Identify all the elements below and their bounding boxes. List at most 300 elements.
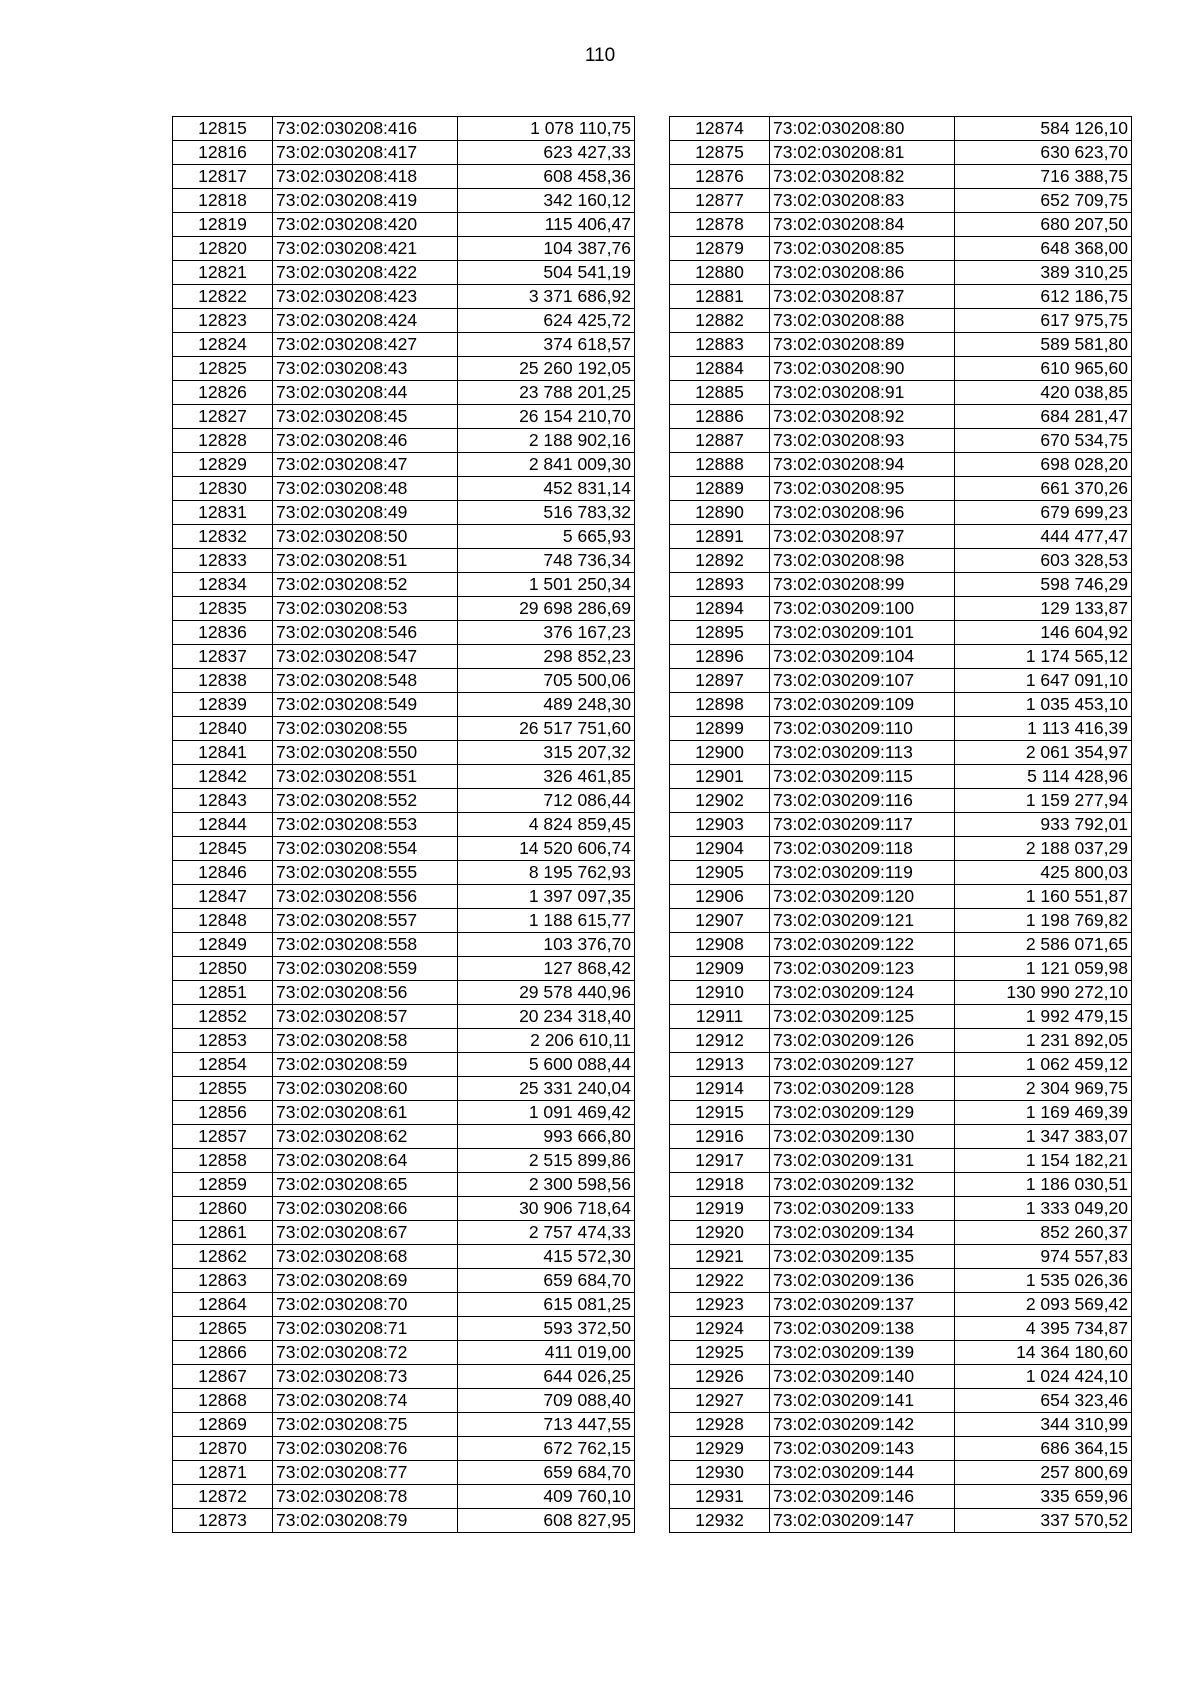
- cadastral-number-cell: 73:02:030209:127: [770, 1053, 955, 1077]
- cadastral-number-cell: 73:02:030208:89: [770, 333, 955, 357]
- row-number-cell: 12850: [173, 957, 273, 981]
- cadastral-number-cell: 73:02:030208:78: [273, 1485, 458, 1509]
- row-number-cell: 12826: [173, 381, 273, 405]
- value-cell: 713 447,55: [458, 1413, 635, 1437]
- table-row: [173, 501, 635, 525]
- table-row: [670, 693, 1132, 717]
- cadastral-number-cell: 73:02:030208:76: [273, 1437, 458, 1461]
- row-number-cell: 12927: [670, 1389, 770, 1413]
- cadastral-number-cell: 73:02:030208:82: [770, 165, 955, 189]
- table-row: [670, 309, 1132, 333]
- value-cell: 2 300 598,56: [458, 1173, 635, 1197]
- cadastral-number-cell: 73:02:030209:139: [770, 1341, 955, 1365]
- cadastral-number-cell: 73:02:030209:101: [770, 621, 955, 645]
- value-cell: 624 425,72: [458, 309, 635, 333]
- table-row: [670, 765, 1132, 789]
- value-cell: 1 169 469,39: [955, 1101, 1132, 1125]
- value-cell: 2 515 899,86: [458, 1149, 635, 1173]
- row-number-cell: 12856: [173, 1101, 273, 1125]
- row-number-cell: 12875: [670, 141, 770, 165]
- value-cell: 389 310,25: [955, 261, 1132, 285]
- table-row: [173, 1509, 635, 1533]
- cadastral-number-cell: 73:02:030208:420: [273, 213, 458, 237]
- cadastral-number-cell: 73:02:030208:56: [273, 981, 458, 1005]
- value-cell: 654 323,46: [955, 1389, 1132, 1413]
- cadastral-number-cell: 73:02:030208:553: [273, 813, 458, 837]
- cadastral-number-cell: 73:02:030209:120: [770, 885, 955, 909]
- cadastral-number-cell: 73:02:030208:95: [770, 477, 955, 501]
- cadastral-number-cell: 73:02:030208:558: [273, 933, 458, 957]
- table-row: [670, 933, 1132, 957]
- value-cell: 2 206 610,11: [458, 1029, 635, 1053]
- cadastral-number-cell: 73:02:030208:88: [770, 309, 955, 333]
- cadastral-number-cell: 73:02:030209:140: [770, 1365, 955, 1389]
- table-row: [670, 1509, 1132, 1533]
- row-number-cell: 12919: [670, 1197, 770, 1221]
- table-row: [670, 645, 1132, 669]
- value-cell: 374 618,57: [458, 333, 635, 357]
- cadastral-number-cell: 73:02:030209:118: [770, 837, 955, 861]
- row-number-cell: 12827: [173, 405, 273, 429]
- row-number-cell: 12895: [670, 621, 770, 645]
- table-row: [670, 669, 1132, 693]
- row-number-cell: 12865: [173, 1317, 273, 1341]
- value-cell: 129 133,87: [955, 597, 1132, 621]
- value-cell: 705 500,06: [458, 669, 635, 693]
- table-row: [670, 1413, 1132, 1437]
- cadastral-number-cell: 73:02:030209:104: [770, 645, 955, 669]
- value-cell: 444 477,47: [955, 525, 1132, 549]
- row-number-cell: 12828: [173, 429, 273, 453]
- row-number-cell: 12912: [670, 1029, 770, 1053]
- cadastral-number-cell: 73:02:030208:69: [273, 1269, 458, 1293]
- value-cell: 1 062 459,12: [955, 1053, 1132, 1077]
- row-number-cell: 12890: [670, 501, 770, 525]
- left-table-body: [173, 117, 635, 1533]
- cadastral-number-cell: 73:02:030208:75: [273, 1413, 458, 1437]
- row-number-cell: 12911: [670, 1005, 770, 1029]
- value-cell: 452 831,14: [458, 477, 635, 501]
- table-row: [670, 861, 1132, 885]
- row-number-cell: 12885: [670, 381, 770, 405]
- cadastral-number-cell: 73:02:030208:92: [770, 405, 955, 429]
- row-number-cell: 12893: [670, 573, 770, 597]
- row-number-cell: 12906: [670, 885, 770, 909]
- cadastral-number-cell: 73:02:030209:134: [770, 1221, 955, 1245]
- row-number-cell: 12922: [670, 1269, 770, 1293]
- table-row: [670, 1149, 1132, 1173]
- table-row: [670, 285, 1132, 309]
- row-number-cell: 12884: [670, 357, 770, 381]
- cadastral-number-cell: 73:02:030209:133: [770, 1197, 955, 1221]
- cadastral-number-cell: 73:02:030208:418: [273, 165, 458, 189]
- value-cell: 4 395 734,87: [955, 1317, 1132, 1341]
- table-row: [173, 405, 635, 429]
- table-row: [670, 1101, 1132, 1125]
- table-row: [670, 789, 1132, 813]
- table-row: [173, 333, 635, 357]
- table-row: [173, 1101, 635, 1125]
- value-cell: 29 578 440,96: [458, 981, 635, 1005]
- row-number-cell: 12866: [173, 1341, 273, 1365]
- table-row: [670, 165, 1132, 189]
- right-data-table: [669, 116, 1132, 1533]
- value-cell: 425 800,03: [955, 861, 1132, 885]
- value-cell: 1 113 416,39: [955, 717, 1132, 741]
- cadastral-number-cell: 73:02:030208:68: [273, 1245, 458, 1269]
- table-row: [173, 1485, 635, 1509]
- cadastral-number-cell: 73:02:030208:424: [273, 309, 458, 333]
- cadastral-number-cell: 73:02:030209:113: [770, 741, 955, 765]
- row-number-cell: 12928: [670, 1413, 770, 1437]
- value-cell: 2 188 902,16: [458, 429, 635, 453]
- value-cell: 584 126,10: [955, 117, 1132, 141]
- value-cell: 672 762,15: [458, 1437, 635, 1461]
- table-row: [173, 645, 635, 669]
- cadastral-number-cell: 73:02:030209:121: [770, 909, 955, 933]
- row-number-cell: 12831: [173, 501, 273, 525]
- table-row: [173, 1317, 635, 1341]
- row-number-cell: 12910: [670, 981, 770, 1005]
- row-number-cell: 12815: [173, 117, 273, 141]
- table-row: [670, 621, 1132, 645]
- value-cell: 603 328,53: [955, 549, 1132, 573]
- table-row: [670, 957, 1132, 981]
- value-cell: 1 231 892,05: [955, 1029, 1132, 1053]
- cadastral-number-cell: 73:02:030208:550: [273, 741, 458, 765]
- row-number-cell: 12848: [173, 909, 273, 933]
- value-cell: 315 207,32: [458, 741, 635, 765]
- cadastral-number-cell: 73:02:030209:119: [770, 861, 955, 885]
- cadastral-number-cell: 73:02:030208:49: [273, 501, 458, 525]
- cadastral-number-cell: 73:02:030208:45: [273, 405, 458, 429]
- value-cell: 257 800,69: [955, 1461, 1132, 1485]
- row-number-cell: 12864: [173, 1293, 273, 1317]
- table-row: [173, 813, 635, 837]
- table-row: [670, 717, 1132, 741]
- cadastral-number-cell: 73:02:030208:71: [273, 1317, 458, 1341]
- row-number-cell: 12878: [670, 213, 770, 237]
- row-number-cell: 12908: [670, 933, 770, 957]
- row-number-cell: 12836: [173, 621, 273, 645]
- value-cell: 974 557,83: [955, 1245, 1132, 1269]
- cadastral-number-cell: 73:02:030208:66: [273, 1197, 458, 1221]
- value-cell: 630 623,70: [955, 141, 1132, 165]
- value-cell: 411 019,00: [458, 1341, 635, 1365]
- table-row: [670, 597, 1132, 621]
- value-cell: 2 586 071,65: [955, 933, 1132, 957]
- row-number-cell: 12823: [173, 309, 273, 333]
- table-row: [670, 1197, 1132, 1221]
- table-row: [173, 477, 635, 501]
- table-row: [670, 909, 1132, 933]
- value-cell: 23 788 201,25: [458, 381, 635, 405]
- table-row: [173, 1341, 635, 1365]
- row-number-cell: 12869: [173, 1413, 273, 1437]
- table-row: [670, 1269, 1132, 1293]
- value-cell: 686 364,15: [955, 1437, 1132, 1461]
- cadastral-number-cell: 73:02:030208:94: [770, 453, 955, 477]
- row-number-cell: 12917: [670, 1149, 770, 1173]
- cadastral-number-cell: 73:02:030209:142: [770, 1413, 955, 1437]
- table-row: [173, 237, 635, 261]
- value-cell: 1 024 424,10: [955, 1365, 1132, 1389]
- cadastral-number-cell: 73:02:030208:57: [273, 1005, 458, 1029]
- cadastral-number-cell: 73:02:030209:138: [770, 1317, 955, 1341]
- value-cell: 684 281,47: [955, 405, 1132, 429]
- cadastral-number-cell: 73:02:030208:55: [273, 717, 458, 741]
- cadastral-number-cell: 73:02:030208:84: [770, 213, 955, 237]
- page-number: 110: [584, 45, 616, 66]
- value-cell: 1 188 615,77: [458, 909, 635, 933]
- value-cell: 20 234 318,40: [458, 1005, 635, 1029]
- value-cell: 659 684,70: [458, 1269, 635, 1293]
- table-row: [670, 189, 1132, 213]
- row-number-cell: 12829: [173, 453, 273, 477]
- value-cell: 2 093 569,42: [955, 1293, 1132, 1317]
- cadastral-number-cell: 73:02:030208:83: [770, 189, 955, 213]
- cadastral-number-cell: 73:02:030209:124: [770, 981, 955, 1005]
- table-row: [173, 309, 635, 333]
- row-number-cell: 12834: [173, 573, 273, 597]
- cadastral-number-cell: 73:02:030209:116: [770, 789, 955, 813]
- row-number-cell: 12858: [173, 1149, 273, 1173]
- cadastral-number-cell: 73:02:030208:557: [273, 909, 458, 933]
- value-cell: 504 541,19: [458, 261, 635, 285]
- table-row: [173, 141, 635, 165]
- row-number-cell: 12851: [173, 981, 273, 1005]
- cadastral-number-cell: 73:02:030209:107: [770, 669, 955, 693]
- value-cell: 709 088,40: [458, 1389, 635, 1413]
- cadastral-number-cell: 73:02:030208:421: [273, 237, 458, 261]
- value-cell: 26 154 210,70: [458, 405, 635, 429]
- row-number-cell: 12879: [670, 237, 770, 261]
- cadastral-number-cell: 73:02:030208:419: [273, 189, 458, 213]
- cadastral-number-cell: 73:02:030209:136: [770, 1269, 955, 1293]
- table-row: [173, 1005, 635, 1029]
- value-cell: 748 736,34: [458, 549, 635, 573]
- table-row: [670, 501, 1132, 525]
- value-cell: 1 992 479,15: [955, 1005, 1132, 1029]
- cadastral-number-cell: 73:02:030208:93: [770, 429, 955, 453]
- value-cell: 127 868,42: [458, 957, 635, 981]
- cadastral-number-cell: 73:02:030209:100: [770, 597, 955, 621]
- table-row: [670, 261, 1132, 285]
- cadastral-number-cell: 73:02:030209:144: [770, 1461, 955, 1485]
- row-number-cell: 12881: [670, 285, 770, 309]
- cadastral-number-cell: 73:02:030208:74: [273, 1389, 458, 1413]
- table-row: [173, 1293, 635, 1317]
- row-number-cell: 12882: [670, 309, 770, 333]
- cadastral-number-cell: 73:02:030209:125: [770, 1005, 955, 1029]
- table-row: [670, 1293, 1132, 1317]
- table-row: [173, 357, 635, 381]
- value-cell: 2 188 037,29: [955, 837, 1132, 861]
- cadastral-number-cell: 73:02:030209:122: [770, 933, 955, 957]
- row-number-cell: 12913: [670, 1053, 770, 1077]
- row-number-cell: 12914: [670, 1077, 770, 1101]
- cadastral-number-cell: 73:02:030209:129: [770, 1101, 955, 1125]
- value-cell: 415 572,30: [458, 1245, 635, 1269]
- value-cell: 5 665,93: [458, 525, 635, 549]
- row-number-cell: 12915: [670, 1101, 770, 1125]
- row-number-cell: 12855: [173, 1077, 273, 1101]
- value-cell: 14 364 180,60: [955, 1341, 1132, 1365]
- value-cell: 1 159 277,94: [955, 789, 1132, 813]
- value-cell: 615 081,25: [458, 1293, 635, 1317]
- row-number-cell: 12870: [173, 1437, 273, 1461]
- value-cell: 1 160 551,87: [955, 885, 1132, 909]
- row-number-cell: 12825: [173, 357, 273, 381]
- cadastral-number-cell: 73:02:030208:64: [273, 1149, 458, 1173]
- table-row: [173, 621, 635, 645]
- table-row: [670, 1341, 1132, 1365]
- value-cell: 608 458,36: [458, 165, 635, 189]
- cadastral-number-cell: 73:02:030209:132: [770, 1173, 955, 1197]
- row-number-cell: 12873: [173, 1509, 273, 1533]
- cadastral-number-cell: 73:02:030208:79: [273, 1509, 458, 1533]
- table-row: [670, 1221, 1132, 1245]
- table-row: [173, 1437, 635, 1461]
- cadastral-number-cell: 73:02:030208:549: [273, 693, 458, 717]
- table-row: [173, 1365, 635, 1389]
- table-row: [173, 717, 635, 741]
- right-table-body: [670, 117, 1132, 1533]
- table-row: [670, 525, 1132, 549]
- cadastral-number-cell: 73:02:030208:60: [273, 1077, 458, 1101]
- row-number-cell: 12900: [670, 741, 770, 765]
- cadastral-number-cell: 73:02:030208:417: [273, 141, 458, 165]
- table-row: [670, 1461, 1132, 1485]
- table-row: [173, 429, 635, 453]
- cadastral-number-cell: 73:02:030208:61: [273, 1101, 458, 1125]
- value-cell: 661 370,26: [955, 477, 1132, 501]
- cadastral-number-cell: 73:02:030208:43: [273, 357, 458, 381]
- table-row: [670, 141, 1132, 165]
- table-row: [670, 1029, 1132, 1053]
- value-cell: 335 659,96: [955, 1485, 1132, 1509]
- cadastral-number-cell: 73:02:030209:147: [770, 1509, 955, 1533]
- value-cell: 344 310,99: [955, 1413, 1132, 1437]
- row-number-cell: 12860: [173, 1197, 273, 1221]
- row-number-cell: 12886: [670, 405, 770, 429]
- row-number-cell: 12852: [173, 1005, 273, 1029]
- table-row: [173, 453, 635, 477]
- cadastral-number-cell: 73:02:030208:416: [273, 117, 458, 141]
- table-row: [670, 1485, 1132, 1509]
- table-row: [173, 693, 635, 717]
- cadastral-number-cell: 73:02:030208:559: [273, 957, 458, 981]
- value-cell: 516 783,32: [458, 501, 635, 525]
- row-number-cell: 12847: [173, 885, 273, 909]
- value-cell: 337 570,52: [955, 1509, 1132, 1533]
- value-cell: 326 461,85: [458, 765, 635, 789]
- row-number-cell: 12926: [670, 1365, 770, 1389]
- cadastral-number-cell: 73:02:030208:423: [273, 285, 458, 309]
- cadastral-number-cell: 73:02:030208:85: [770, 237, 955, 261]
- table-row: [670, 453, 1132, 477]
- value-cell: 1 174 565,12: [955, 645, 1132, 669]
- table-row: [670, 117, 1132, 141]
- cadastral-number-cell: 73:02:030208:554: [273, 837, 458, 861]
- cadastral-number-cell: 73:02:030208:555: [273, 861, 458, 885]
- row-number-cell: 12820: [173, 237, 273, 261]
- value-cell: 342 160,12: [458, 189, 635, 213]
- value-cell: 3 371 686,92: [458, 285, 635, 309]
- cadastral-number-cell: 73:02:030208:96: [770, 501, 955, 525]
- cadastral-number-cell: 73:02:030208:546: [273, 621, 458, 645]
- table-row: [173, 261, 635, 285]
- cadastral-number-cell: 73:02:030208:67: [273, 1221, 458, 1245]
- row-number-cell: 12837: [173, 645, 273, 669]
- cadastral-number-cell: 73:02:030209:117: [770, 813, 955, 837]
- row-number-cell: 12896: [670, 645, 770, 669]
- value-cell: 4 824 859,45: [458, 813, 635, 837]
- row-number-cell: 12821: [173, 261, 273, 285]
- table-row: [670, 837, 1132, 861]
- cadastral-number-cell: 73:02:030208:87: [770, 285, 955, 309]
- table-row: [173, 669, 635, 693]
- row-number-cell: 12901: [670, 765, 770, 789]
- value-cell: 623 427,33: [458, 141, 635, 165]
- table-row: [173, 165, 635, 189]
- cadastral-number-cell: 73:02:030209:141: [770, 1389, 955, 1413]
- cadastral-number-cell: 73:02:030209:146: [770, 1485, 955, 1509]
- row-number-cell: 12838: [173, 669, 273, 693]
- value-cell: 146 604,92: [955, 621, 1132, 645]
- table-row: [670, 573, 1132, 597]
- cadastral-number-cell: 73:02:030208:52: [273, 573, 458, 597]
- cadastral-number-cell: 73:02:030208:99: [770, 573, 955, 597]
- left-data-table: [172, 116, 635, 1533]
- value-cell: 29 698 286,69: [458, 597, 635, 621]
- table-row: [173, 1389, 635, 1413]
- row-number-cell: 12883: [670, 333, 770, 357]
- row-number-cell: 12923: [670, 1293, 770, 1317]
- cadastral-number-cell: 73:02:030208:72: [273, 1341, 458, 1365]
- row-number-cell: 12859: [173, 1173, 273, 1197]
- row-number-cell: 12932: [670, 1509, 770, 1533]
- cadastral-number-cell: 73:02:030208:65: [273, 1173, 458, 1197]
- cadastral-number-cell: 73:02:030209:131: [770, 1149, 955, 1173]
- table-row: [670, 1053, 1132, 1077]
- cadastral-number-cell: 73:02:030209:135: [770, 1245, 955, 1269]
- row-number-cell: 12822: [173, 285, 273, 309]
- table-row: [670, 1365, 1132, 1389]
- table-row: [173, 1053, 635, 1077]
- row-number-cell: 12832: [173, 525, 273, 549]
- table-row: [670, 1437, 1132, 1461]
- cadastral-number-cell: 73:02:030208:81: [770, 141, 955, 165]
- row-number-cell: 12841: [173, 741, 273, 765]
- table-row: [173, 1245, 635, 1269]
- row-number-cell: 12894: [670, 597, 770, 621]
- cadastral-number-cell: 73:02:030208:73: [273, 1365, 458, 1389]
- value-cell: 716 388,75: [955, 165, 1132, 189]
- value-cell: 1 535 026,36: [955, 1269, 1132, 1293]
- cadastral-number-cell: 73:02:030209:130: [770, 1125, 955, 1149]
- table-row: [173, 1413, 635, 1437]
- table-row: [670, 1173, 1132, 1197]
- table-row: [173, 549, 635, 573]
- value-cell: 852 260,37: [955, 1221, 1132, 1245]
- value-cell: 420 038,85: [955, 381, 1132, 405]
- row-number-cell: 12888: [670, 453, 770, 477]
- cadastral-number-cell: 73:02:030208:44: [273, 381, 458, 405]
- cadastral-number-cell: 73:02:030209:137: [770, 1293, 955, 1317]
- table-row: [670, 1077, 1132, 1101]
- cadastral-number-cell: 73:02:030208:551: [273, 765, 458, 789]
